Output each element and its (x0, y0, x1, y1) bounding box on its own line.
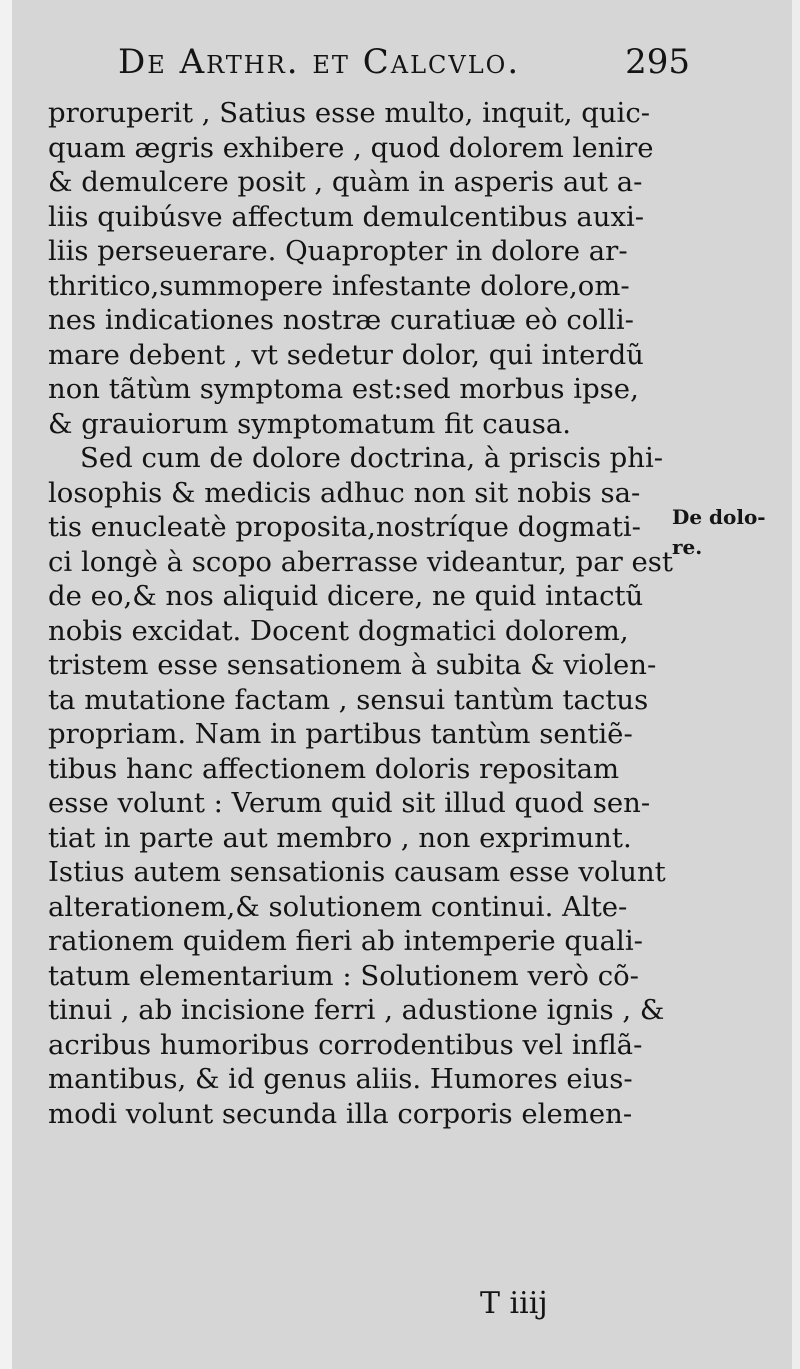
text-line: non tãtùm symptoma est:sed morbus ipse, (48, 373, 639, 405)
paragraph-start-line: Sed cum de dolore doctrina, à priscis phi- (80, 442, 664, 474)
text-line: proruperit , Satius esse multo, inquit, quic- (48, 97, 651, 129)
body-text (48, 96, 673, 1131)
page-header (118, 42, 690, 90)
marginal-note-line: De dolo- (672, 505, 766, 529)
text-line: liis perseuerare. Quapropter in dolore ar- (48, 235, 628, 267)
text-line: quam ægris exhibere , quod dolorem lenire (48, 131, 654, 164)
text-line: thritico,summopere infestante dolore,om- (48, 269, 630, 302)
text-line: tinui , ab incisione ferri , adustione ignis , & (48, 994, 665, 1026)
text-line: & demulcere posit , quàm in asperis aut a- (48, 166, 643, 198)
text-line: tiat in parte aut membro , non exprimunt. (48, 821, 632, 854)
running-head: De Arthr. et Calcvlo. (118, 42, 521, 82)
text-line: rationem quidem fieri ab intemperie quali- (48, 925, 643, 957)
text-line: losophis & medicis adhuc non sit nobis sa- (48, 476, 641, 509)
marginal-note (672, 502, 792, 562)
text-line: & grauiorum symptomatum fit causa. (48, 407, 571, 440)
text-line: acribus humoribus corrodentibus vel inflã- (48, 1028, 643, 1061)
text-line: tis enucleatè proposita,nostríque dogmati- (48, 511, 641, 543)
text-line: nes indicationes nostræ curatiuæ eò colli- (48, 304, 634, 336)
text-line: modi volunt secunda illa corporis elemen- (48, 1097, 633, 1130)
text-line: alterationem,& solutionem continui. Alte- (48, 890, 628, 923)
text-line: ci longè à scopo aberrasse videantur, par est (48, 545, 673, 578)
text-line: mare debent , vt sedetur dolor, qui interdũ (48, 338, 644, 371)
text-line: ta mutatione factam , sensui tantùm tactus (48, 683, 649, 716)
text-line: mantibus, & id genus aliis. Humores eius- (48, 1063, 633, 1095)
page-edge-left (0, 0, 12, 1369)
text-line: liis quibúsve affectum demulcentibus auxi- (48, 200, 645, 233)
text-line: propriam. Nam in partibus tantùm sentiẽ- (48, 718, 633, 750)
text-line: de eo,& nos aliquid dicere, ne quid intactũ (48, 580, 644, 612)
text-line: nobis excidat. Docent dogmatici dolorem, (48, 614, 629, 647)
text-line: tatum elementarium : Solutionem verò cõ- (48, 959, 639, 992)
marginal-note-line: re. (672, 535, 703, 559)
text-line: tristem esse sensationem à subita & violen- (48, 649, 657, 681)
text-line: Istius autem sensationis causam esse volunt (48, 856, 666, 888)
text-line: esse volunt : Verum quid sit illud quod sen- (48, 787, 651, 819)
signature-mark: T iiij (480, 1286, 548, 1321)
page-edge-right (792, 0, 800, 1369)
text-line: tibus hanc affectionem doloris repositam (48, 752, 620, 785)
page-number: 295 (625, 42, 690, 82)
